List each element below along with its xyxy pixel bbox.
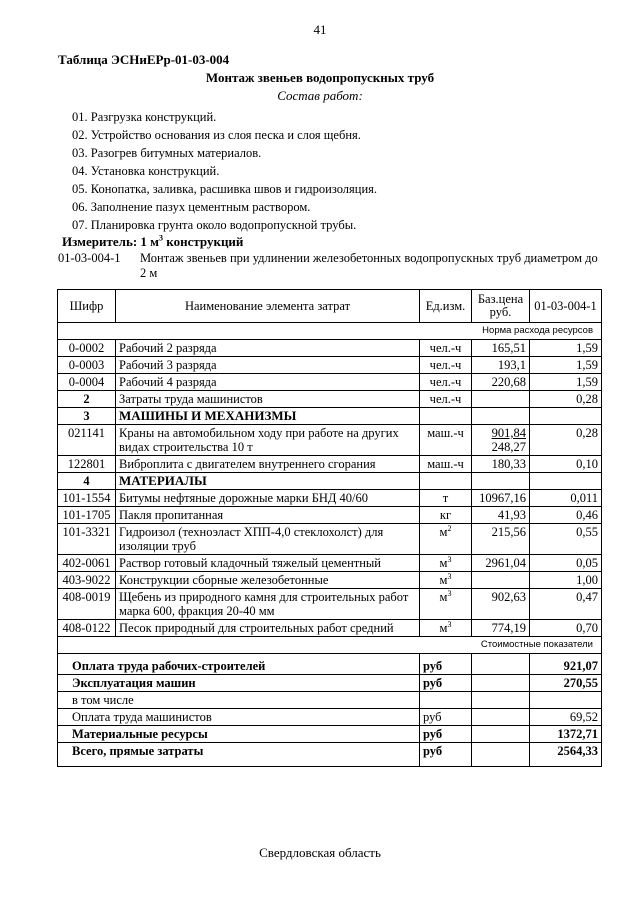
summary-unit: руб: [420, 654, 472, 675]
row-code: 2: [58, 391, 116, 408]
table-row: [58, 524, 602, 555]
row-code: 122801: [58, 456, 116, 473]
summary-label: Эксплуатация машин: [58, 675, 420, 692]
table-row: [58, 391, 602, 408]
summary-row: [58, 675, 602, 692]
summary-unit: руб: [420, 709, 472, 726]
table-id: Таблица ЭСНиЕРр-01-03-004: [58, 52, 230, 67]
row-name: Рабочий 4 разряда: [116, 374, 420, 391]
header-norm: 01-03-004-1: [530, 290, 602, 323]
row-code: 408-0019: [58, 589, 116, 620]
unit-base: м: [439, 621, 448, 635]
summary-value: 921,07: [530, 654, 602, 675]
row-unit: чел.-ч: [420, 374, 472, 391]
row-name: Раствор готовый кладочный тяжелый цементный: [116, 555, 420, 572]
table-row: [58, 340, 602, 357]
table-row: [58, 490, 602, 507]
row-norm: 1,00: [530, 572, 602, 589]
row-norm: 0,28: [530, 425, 602, 456]
summary-label: Всего, прямые затраты: [58, 743, 420, 767]
table-row: [58, 555, 602, 572]
row-price-secondary: 248,27: [491, 440, 526, 454]
table-row: [58, 456, 602, 473]
row-name: Рабочий 3 разряда: [116, 357, 420, 374]
row-price: [472, 572, 530, 589]
meter-suffix: конструкций: [163, 234, 244, 249]
row-unit: [420, 589, 472, 620]
row-norm: 0,55: [530, 524, 602, 555]
table-row: [58, 425, 602, 456]
row-norm: 0,05: [530, 555, 602, 572]
row-norm: 0,46: [530, 507, 602, 524]
summary-row: [58, 692, 602, 709]
header-unit: Ед.изм.: [420, 290, 472, 323]
header-cipher: Шифр: [58, 290, 116, 323]
row-price: 41,93: [472, 507, 530, 524]
unit-sup: 3: [447, 554, 452, 564]
unit-base: м: [439, 556, 448, 570]
work-item: 03. Разогрев битумных материалов.: [72, 146, 262, 160]
unit-base: м: [439, 525, 448, 539]
meter-sup: 3: [159, 233, 164, 243]
row-name: Битумы нефтяные дорожные марки БНД 40/60: [116, 490, 420, 507]
row-name: Песок природный для строительных работ средний: [116, 620, 420, 637]
row-price: [472, 425, 530, 456]
row-name: Щебень из природного камня для строительных работ марка 600, фракция 20-40 мм: [116, 589, 420, 620]
row-unit: маш.-ч: [420, 425, 472, 456]
row-code: 101-3321: [58, 524, 116, 555]
row-name: Пакля пропитанная: [116, 507, 420, 524]
summary-value: 69,52: [530, 709, 602, 726]
table-header-row: [58, 290, 602, 323]
row-norm: 0,70: [530, 620, 602, 637]
document-title: Монтаж звеньев водопропускных труб: [205, 70, 435, 85]
summary-label: Материальные ресурсы: [58, 726, 420, 743]
work-item: 01. Разгрузка конструкций.: [72, 110, 217, 124]
unit-sup: 3: [447, 588, 452, 598]
section-row: [58, 408, 602, 425]
page-number: 41: [313, 22, 327, 37]
summary-unit: руб: [420, 675, 472, 692]
row-name: Виброплита с двигателем внутреннего сгорания: [116, 456, 420, 473]
meter-unit: [62, 234, 243, 250]
summary-value: 270,55: [530, 675, 602, 692]
row-name: Затраты труда машинистов: [116, 391, 420, 408]
summary-row: [58, 726, 602, 743]
table-row: [58, 357, 602, 374]
row-code: 408-0122: [58, 620, 116, 637]
work-item: 07. Планировка грунта около водопропускной трубы.: [72, 218, 357, 232]
row-price: 2961,04: [472, 555, 530, 572]
row-code: 0-0004: [58, 374, 116, 391]
row-price: 180,33: [472, 456, 530, 473]
row-norm: 1,59: [530, 357, 602, 374]
works-subtitle: Состав работ:: [277, 88, 363, 103]
row-unit: чел.-ч: [420, 391, 472, 408]
row-unit: [420, 620, 472, 637]
unit-sup: 2: [447, 523, 452, 533]
row-code: 402-0061: [58, 555, 116, 572]
row-unit: кг: [420, 507, 472, 524]
row-price: 902,63: [472, 589, 530, 620]
row-price: 193,1: [472, 357, 530, 374]
row-unit: [420, 555, 472, 572]
row-price: 165,51: [472, 340, 530, 357]
row-name: Рабочий 2 разряда: [116, 340, 420, 357]
row-norm: 1,59: [530, 374, 602, 391]
row-code: 101-1554: [58, 490, 116, 507]
norm-caption: Норма расхода ресурсов: [58, 323, 602, 340]
row-unit: чел.-ч: [420, 357, 472, 374]
table-row: [58, 572, 602, 589]
resource-table: [57, 289, 602, 767]
row-unit: [420, 524, 472, 555]
cost-caption-row: [58, 637, 602, 654]
meter-label: Измеритель: 1 м: [62, 234, 160, 249]
row-code: 0-0003: [58, 357, 116, 374]
work-item: 05. Конопатка, заливка, расшивка швов и гидроизоляция.: [72, 182, 378, 196]
row-name: Гидроизол (техноэласт ХПП-4,0 стеклохолст) для изоляции труб: [116, 524, 420, 555]
row-price: 215,56: [472, 524, 530, 555]
summary-row: [58, 709, 602, 726]
summary-unit: руб: [420, 743, 472, 767]
unit-sup: 3: [447, 619, 452, 629]
row-norm: 0,28: [530, 391, 602, 408]
summary-row: [58, 654, 602, 675]
summary-value: 1372,71: [530, 726, 602, 743]
section-code: 3: [58, 408, 116, 425]
row-unit: чел.-ч: [420, 340, 472, 357]
work-item: 02. Устройство основания из слоя песка и слоя щебня.: [72, 128, 361, 142]
table-row: [58, 589, 602, 620]
table-row: [58, 620, 602, 637]
summary-label: Оплата труда машинистов: [58, 709, 420, 726]
summary-label: в том числе: [58, 692, 420, 709]
row-price: [472, 391, 530, 408]
table-row: [58, 374, 602, 391]
row-price-primary: 901,84: [491, 426, 526, 440]
section-code: 4: [58, 473, 116, 490]
unit-sup: 3: [447, 571, 452, 581]
section-name: МАТЕРИАЛЫ: [116, 473, 420, 490]
works-list: [72, 108, 377, 234]
row-code: 403-9022: [58, 572, 116, 589]
work-item: 06. Заполнение пазух цементным раствором.: [72, 200, 311, 214]
row-code: 101-1705: [58, 507, 116, 524]
row-unit: маш.-ч: [420, 456, 472, 473]
row-price: 774,19: [472, 620, 530, 637]
summary-unit: руб: [420, 726, 472, 743]
row-unit: т: [420, 490, 472, 507]
section-row: [58, 473, 602, 490]
row-name: Краны на автомобильном ходу при работе на других видах строительства 10 т: [116, 425, 420, 456]
header-base-price: Баз.цена руб.: [472, 290, 530, 323]
cost-caption: Стоимостные показатели: [58, 637, 602, 654]
row-name: Конструкции сборные железобетонные: [116, 572, 420, 589]
unit-base: м: [439, 573, 448, 587]
row-price: 10967,16: [472, 490, 530, 507]
row-code: 0-0002: [58, 340, 116, 357]
item-code: 01-03-004-1: [58, 251, 121, 265]
norm-caption-row: [58, 323, 602, 340]
summary-label: Оплата труда рабочих-строителей: [58, 654, 420, 675]
row-code: 021141: [58, 425, 116, 456]
work-item: 04. Установка конструкций.: [72, 164, 220, 178]
table-row: [58, 507, 602, 524]
region-footer: Свердловская область: [259, 845, 381, 860]
row-norm: 0,47: [530, 589, 602, 620]
header-name: Наименование элемента затрат: [116, 290, 420, 323]
row-norm: 1,59: [530, 340, 602, 357]
unit-base: м: [439, 590, 448, 604]
item-text: Монтаж звеньев при удлинении железобетонных водопропускных труб диаметром до 2 м: [140, 251, 598, 280]
summary-row: [58, 743, 602, 767]
row-price: 220,68: [472, 374, 530, 391]
section-name: МАШИНЫ И МЕХАНИЗМЫ: [116, 408, 420, 425]
row-unit: [420, 572, 472, 589]
summary-value: 2564,33: [530, 743, 602, 767]
item-description: [58, 251, 598, 281]
row-norm: 0,011: [530, 490, 602, 507]
row-norm: 0,10: [530, 456, 602, 473]
